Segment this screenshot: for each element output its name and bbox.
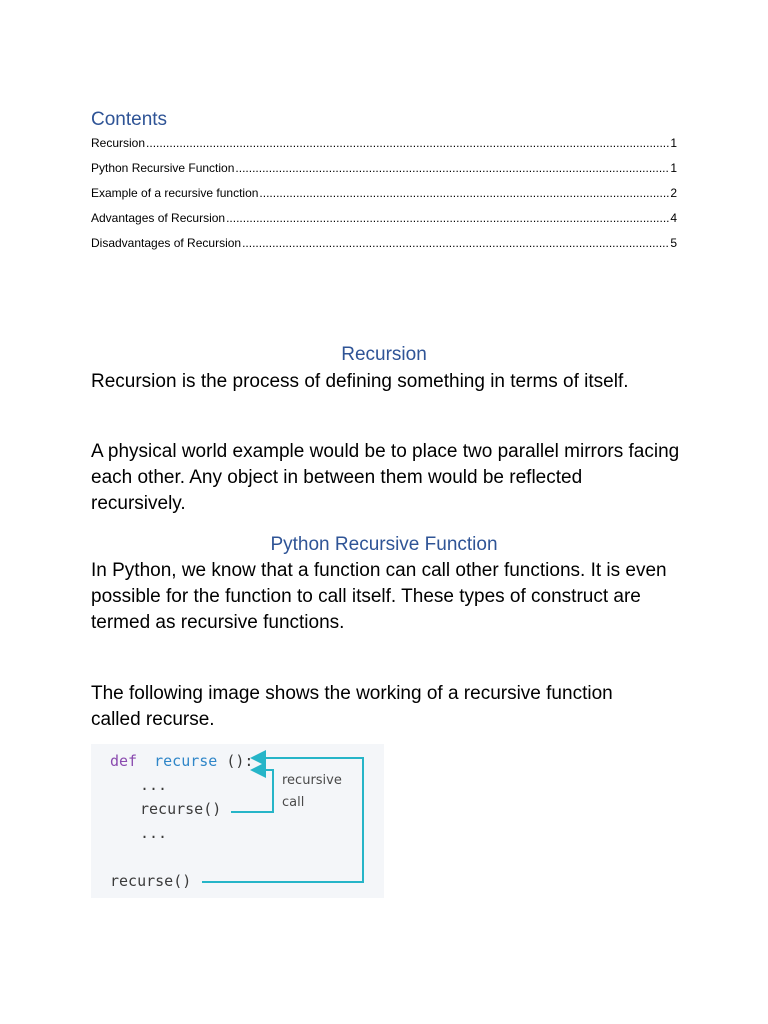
recursive-call-arrow-inner [231, 770, 273, 812]
toc-entry-page: 5 [670, 236, 677, 250]
toc-entry-text: Recursion [91, 136, 146, 150]
toc-entry-advantages[interactable] [91, 209, 677, 234]
toc-entry-page: 2 [670, 186, 677, 200]
toc-title: Contents [91, 109, 168, 130]
toc-entry-example[interactable] [91, 184, 677, 209]
paragraph-mirror-example: A physical world example would be to place two parallel mirrors facing each other. Any object in between them would be reflected recursively. [91, 441, 680, 514]
paragraph-python-functions: In Python, we know that a function can call other functions. It is even possible for the function to call itself. These types of construct are termed as recursive functions. [91, 560, 667, 633]
paragraph-recursion-definition: Recursion is the process of defining something in terms of itself. [91, 371, 629, 392]
toc-leader-dots [259, 184, 669, 202]
code-def-suffix: (): [226, 752, 254, 770]
toc-entry-disadvantages[interactable] [91, 234, 677, 259]
heading-python-recursive-function: Python Recursive Function [270, 534, 498, 555]
toc-entry-text: Python Recursive Function [91, 161, 235, 175]
toc-leader-dots [146, 134, 669, 152]
recursion-diagram [91, 744, 384, 898]
toc-entry-page: 4 [670, 211, 677, 225]
code-keyword-def: def [110, 752, 138, 770]
toc-entry-text: Disadvantages of Recursion [91, 236, 242, 250]
code-line-def [110, 752, 253, 770]
table-of-contents [91, 134, 677, 259]
toc-entry-python-recursive-function[interactable] [91, 159, 677, 184]
code-inner-call: recurse() [140, 800, 222, 818]
annotation-recursive: recursive [282, 773, 342, 788]
toc-leader-dots [226, 209, 669, 227]
code-ellipsis-2: ... [140, 824, 168, 842]
annotation-call: call [282, 795, 305, 810]
code-outer-call: recurse() [110, 872, 192, 890]
toc-entry-page: 1 [670, 161, 677, 175]
code-function-name: recurse [154, 752, 218, 770]
toc-entry-text: Example of a recursive function [91, 186, 259, 200]
toc-entry-text: Advantages of Recursion [91, 211, 226, 225]
paragraph-image-intro: The following image shows the working of a recursive function called recurse. [91, 683, 613, 730]
toc-entry-recursion[interactable] [91, 134, 677, 159]
toc-leader-dots [235, 159, 669, 177]
toc-entry-page: 1 [670, 136, 677, 150]
toc-leader-dots [242, 234, 669, 252]
recursion-diagram-svg [91, 744, 384, 898]
heading-recursion: Recursion [341, 344, 427, 365]
code-ellipsis-1: ... [140, 776, 168, 794]
